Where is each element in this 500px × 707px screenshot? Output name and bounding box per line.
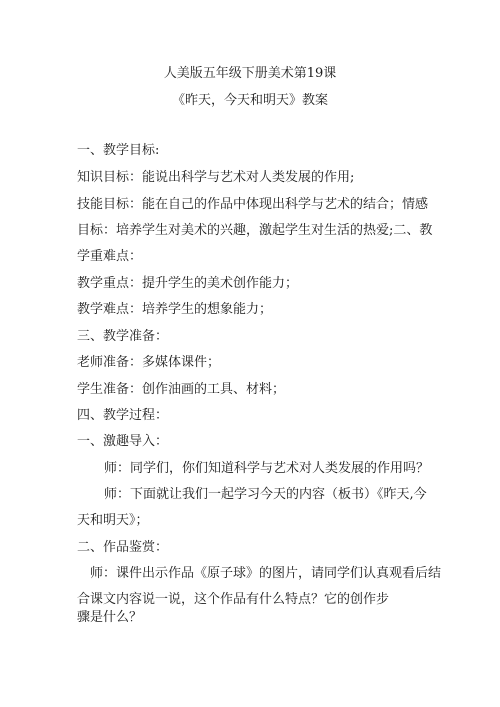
- text-line: 师：课件出示作品《原子球》的图片，请同学们认真观看后结: [90, 566, 442, 581]
- text-line: 师：同学们，你们知道科学与艺术对人类发展的作用吗？: [104, 461, 430, 476]
- text-line: 教学重点：提升学生的美术创作能力；: [77, 276, 299, 291]
- document-subtitle: 《昨天，今天和明天》教案: [171, 93, 328, 108]
- section-heading-process: 四、教学过程：: [77, 408, 169, 423]
- section-heading-intro: 一、激趣导入：: [77, 434, 169, 449]
- text-line: 教学难点：培养学生的想象能力；: [77, 302, 273, 317]
- text-line: 学生准备：创作油画的工具、材料；: [77, 382, 286, 397]
- text-line: 师：下面就让我们一起学习今天的内容（板书）《昨天,今: [104, 487, 427, 502]
- document-title: 人美版五年级下册美术第19课: [163, 66, 337, 81]
- text-line: 天和明天》；: [77, 513, 149, 528]
- text-line: 学重难点：: [77, 249, 143, 264]
- text-line: 骤是什么？: [77, 610, 143, 625]
- text-line: 合课文内容说一说，这个作品有什么特点？它的创作步: [77, 592, 390, 607]
- text-line: 老师准备：多媒体课件；: [77, 355, 221, 370]
- text-line: 目标：培养学生对美术的兴趣，激起学生对生活的热爱;二、教: [77, 223, 433, 238]
- section-heading-objectives: 一、教学目标:: [77, 143, 160, 158]
- text-line: 知识目标：能说出科学与艺术对人类发展的作用;: [77, 170, 355, 185]
- section-heading-preparation: 三、教学准备：: [77, 329, 169, 344]
- text-line: 技能目标：能在自己的作品中体现出科学与艺术的结合；情感: [77, 197, 429, 212]
- section-heading-appreciation: 二、作品鉴赏：: [77, 540, 169, 555]
